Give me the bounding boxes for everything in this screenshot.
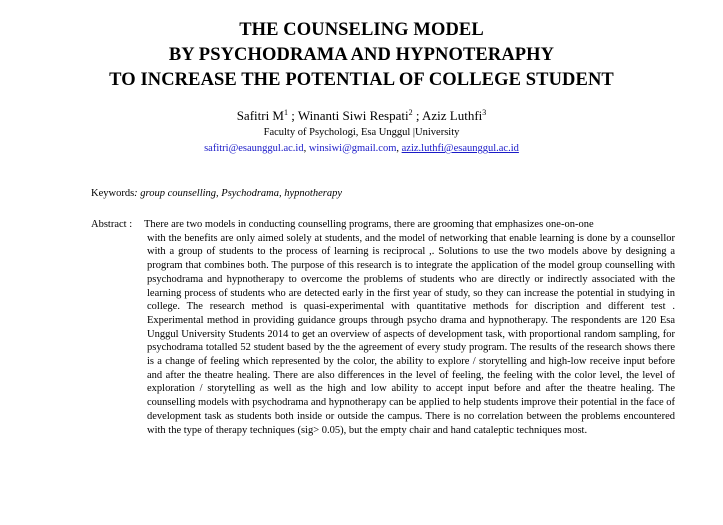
author-2-name: Winanti Siwi Respati xyxy=(297,108,409,123)
email-separator: , xyxy=(303,143,309,154)
email-link-1[interactable]: safitri@esaunggul.ac.id xyxy=(204,143,304,154)
email-separator: , xyxy=(396,143,402,154)
author-3-sup: 3 xyxy=(482,108,487,117)
author-1-name: Safitri M xyxy=(236,108,284,123)
email-link-2[interactable]: winsiwi@gmail.com xyxy=(308,143,397,154)
title-line-3: TO INCREASE THE POTENTIAL OF COLLEGE STUDENT xyxy=(109,70,614,90)
author-3-name: Aziz Luthfi xyxy=(422,108,483,123)
abstract-first-line: There are two models in conducting counselling programs, there are grooming that emphasizes one-on-one xyxy=(144,219,594,230)
keywords-value: : group counselling, Psychodrama, hypnotherapy xyxy=(134,188,342,199)
author-list xyxy=(0,108,723,124)
email-link-3[interactable]: aziz.luthfi@esaunggul.ac.id xyxy=(401,143,519,154)
abstract-label: Abstract : xyxy=(91,219,133,230)
author-separator: ; xyxy=(288,108,298,123)
abstract-body xyxy=(144,218,675,437)
affiliation: Faculty of Psychologi, Esa Unggul |University xyxy=(263,127,460,138)
email-list xyxy=(0,142,723,155)
abstract-text: with the benefits are only aimed solely at students, and the model of networking that enable learning is done by a counsellor with a group of students to the process of learning is reciprocal ,. Solutions to use the two models above by designing a program that combines both. The purpose of this research is to integrate the application of the model group counselling with psychodrama and hypnotherapy to overcome the problems of students who are directly or indirectly associated with the learning process of students who are detected early in the first year of study, so they can increase the potential in studying in college. The research method is quasi-experimental with quantitative methods for discription and different test . Experimental method in providing guidance groups through psycho drama and hypnotherapy. The respondents are 120 Esa Unggul University Students 2014 to get an overview of aspects of development task, with proportional random sampling, for psychodrama totalled 52 student based by the the agreement of every study program. The results of the research shows there is a change of feeling which represented by the color, the ability to explore / storytelling and high-low receive input before and after the theatre healing. There are also differences in the level of feeling, the feeling with the color level, the level of exploration / storytelling as well as the high and low ability to accept input before and after the theatre healing. The counselling models with psychodrama and hypnotherapy can be applied to help students improve their potential in the face of development task as students both inside or outside the campus. There is no correlation between the problems encountered with the type of therapy techniques (sig> 0.05), but the empty chair and hand cataleptic techniques most. xyxy=(147,232,675,436)
keywords-label: Keywords xyxy=(91,188,135,199)
paper-title xyxy=(0,18,723,93)
keywords xyxy=(91,187,342,200)
title-line-1: THE COUNSELING MODEL xyxy=(239,20,484,40)
title-line-2: BY PSYCHODRAMA AND HYPNOTERAPHY xyxy=(168,45,555,65)
author-2-sup: 2 xyxy=(408,108,413,117)
author-separator: ; xyxy=(412,108,422,123)
author-1-sup: 1 xyxy=(284,108,288,117)
